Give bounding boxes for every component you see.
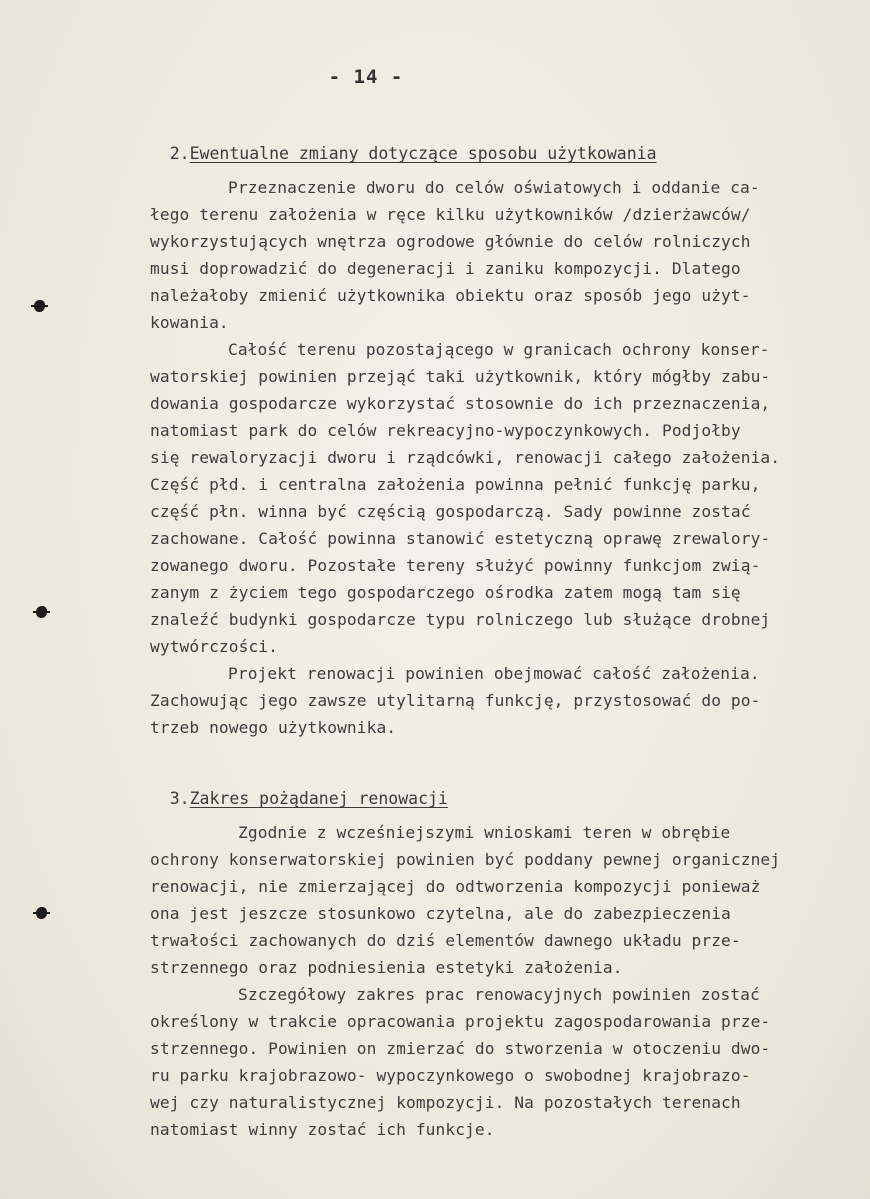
text-line: watorskiej powinien przejąć taki użytkownik, który mógłby zabu- bbox=[150, 367, 771, 386]
text-line: Całość terenu pozostającego w granicach ochrony konser- bbox=[228, 340, 770, 359]
text-line: zanym z życiem tego gospodarczego ośrodka zatem mogą tam się bbox=[150, 583, 741, 602]
section-2-paragraph-3 bbox=[150, 660, 760, 741]
page-number: - 14 - bbox=[328, 66, 404, 88]
text-line: zowanego dworu. Pozostałe tereny służyć powinny funkcjom zwią- bbox=[150, 556, 761, 575]
text-line: trwałości zachowanych do dziś elementów dawnego układu prze- bbox=[150, 931, 741, 950]
text-line: strzennego. Powinien on zmierzać do stworzenia w otoczeniu dwo- bbox=[150, 1039, 771, 1058]
text-line: Zachowując jego zawsze utylitarną funkcję, przystosować do po- bbox=[150, 691, 761, 710]
text-line: ona jest jeszcze stosunkowo czytelna, ale do zabezpieczenia bbox=[150, 904, 731, 923]
section-2-paragraph-1 bbox=[150, 174, 760, 336]
text-line: wytwórczości. bbox=[150, 637, 278, 656]
section-3-title: Zakres pożądanej renowacji bbox=[189, 789, 448, 808]
text-line: dowania gospodarcze wykorzystać stosownie do ich przeznaczenia, bbox=[150, 394, 771, 413]
text-line: natomiast winny zostać ich funkcje. bbox=[150, 1120, 495, 1139]
section-2-number: 2. bbox=[169, 144, 190, 163]
section-3-number: 3. bbox=[169, 789, 190, 808]
text-line: Część płd. i centralna założenia powinna pełnić funkcję parku, bbox=[150, 475, 761, 494]
section-2-paragraph-2 bbox=[150, 336, 780, 660]
text-line: wykorzystujących wnętrza ogrodowe głównie do celów rolniczych bbox=[150, 232, 751, 251]
text-line: się rewaloryzacji dworu i rządcówki, renowacji całego założenia. bbox=[150, 448, 781, 467]
text-line: Przeznaczenie dworu do celów oświatowych i oddanie ca- bbox=[228, 178, 760, 197]
section-3-paragraph-2 bbox=[150, 981, 770, 1143]
text-line: należałoby zmienić użytkownika obiektu oraz sposób jego użyt- bbox=[150, 286, 751, 305]
text-line: ru parku krajobrazowo- wypoczynkowego o swobodnej krajobrazo- bbox=[150, 1066, 751, 1085]
punch-hole-bottom bbox=[36, 907, 47, 919]
text-line: część płn. winna być częścią gospodarczą. Sady powinne zostać bbox=[150, 502, 751, 521]
text-line: trzeb nowego użytkownika. bbox=[150, 718, 397, 737]
text-line: renowacji, nie zmierzającej do odtworzenia kompozycji ponieważ bbox=[150, 877, 761, 896]
text-line: Szczegółowy zakres prac renowacyjnych powinien zostać bbox=[238, 985, 760, 1004]
text-line: natomiast park do celów rekreacyjno-wypoczynkowych. Podjołby bbox=[150, 421, 741, 440]
punch-hole-middle bbox=[36, 606, 47, 618]
section-3-paragraph-1 bbox=[150, 819, 780, 981]
text-line: Projekt renowacji powinien obejmować całość założenia. bbox=[228, 664, 760, 683]
text-line: kowania. bbox=[150, 313, 229, 332]
text-line: zachowane. Całość powinna stanowić estetyczną oprawę zrewalory- bbox=[150, 529, 771, 548]
text-line: musi doprowadzić do degeneracji i zaniku kompozycji. Dlatego bbox=[150, 259, 741, 278]
text-line: łego terenu założenia w ręce kilku użytkowników /dzierżawców/ bbox=[150, 205, 751, 224]
text-line: określony w trakcie opracowania projektu zagospodarowania prze- bbox=[150, 1012, 771, 1031]
text-line: znaleźć budynki gospodarcze typu rolniczego lub służące drobnej bbox=[150, 610, 771, 629]
section-2-title: Ewentualne zmiany dotyczące sposobu użytkowania bbox=[189, 144, 657, 163]
text-line: ochrony konserwatorskiej powinien być poddany pewnej organicznej bbox=[150, 850, 781, 869]
text-line: Zgodnie z wcześniejszymi wnioskami teren w obrębie bbox=[238, 823, 731, 842]
text-line: wej czy naturalistycznej kompozycji. Na pozostałych terenach bbox=[150, 1093, 741, 1112]
punch-hole-top bbox=[34, 300, 45, 312]
text-line: strzennego oraz podniesienia estetyki założenia. bbox=[150, 958, 623, 977]
